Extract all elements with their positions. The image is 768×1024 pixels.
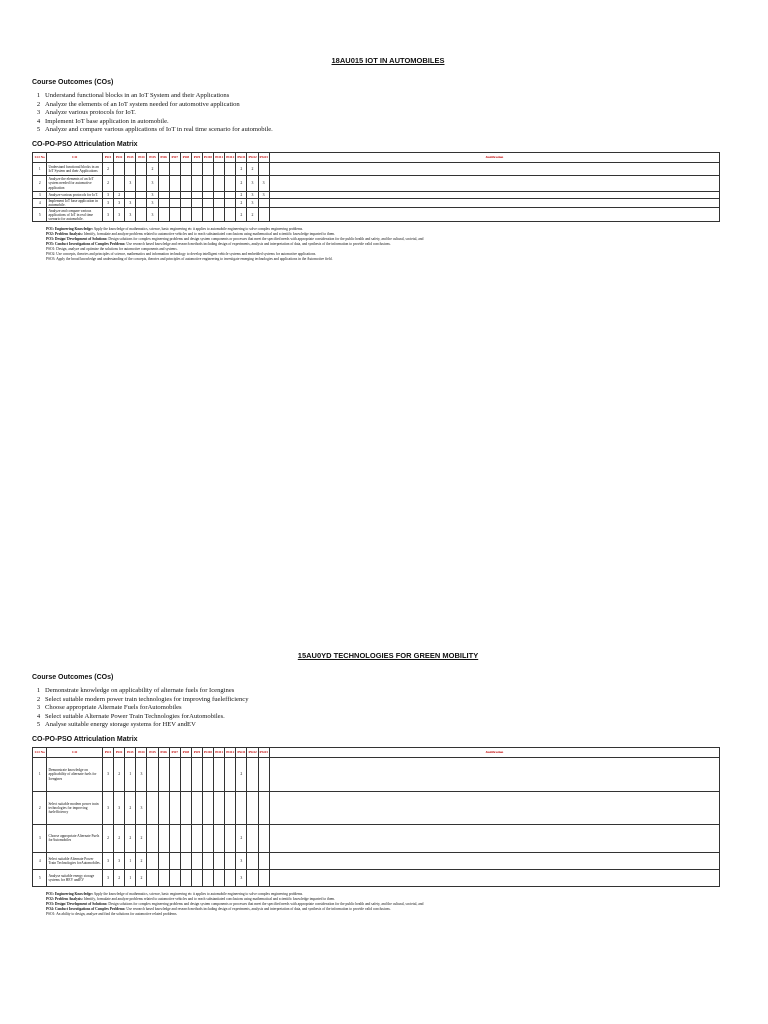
mapping-value-cell bbox=[225, 208, 236, 222]
mapping-value-cell bbox=[214, 208, 225, 222]
course-outcomes-heading: Course Outcomes (COs) bbox=[32, 674, 114, 681]
mapping-value-cell bbox=[247, 852, 258, 869]
po-note-text: Design solutions for complex engineering problems and design system components or processes that meet the specified needs with appropriate consideration for the public health and safety, and the cultural, societal, and bbox=[107, 237, 424, 242]
mapping-value-cell bbox=[203, 852, 214, 869]
mapping-value-cell bbox=[247, 757, 258, 791]
justification-cell bbox=[269, 824, 719, 852]
mapping-value-cell bbox=[169, 757, 180, 791]
mapping-value-cell bbox=[158, 191, 169, 198]
mapping-value-cell: 3 bbox=[103, 757, 114, 791]
matrix-heading: CO-PO-PSO Attriculation Matrix bbox=[32, 735, 138, 743]
column-header: PO2 bbox=[114, 747, 125, 757]
mapping-value-cell: 2 bbox=[236, 824, 247, 852]
column-header: PO4 bbox=[136, 152, 147, 162]
po-note-text: Design solutions for complex engineering problems and design system components or processes that meet the specified needs with appropriate consideration for the public health and safety, and the cultural, societal, and bbox=[107, 901, 424, 906]
mapping-value-cell bbox=[180, 869, 191, 886]
mapping-value-cell bbox=[258, 869, 269, 886]
mapping-value-cell bbox=[258, 757, 269, 791]
column-header: Justification bbox=[269, 747, 719, 757]
co-description-cell: Implement IoT base application in automobile. bbox=[47, 198, 103, 207]
po-note-line bbox=[46, 912, 586, 917]
mapping-value-cell bbox=[214, 791, 225, 824]
mapping-value-cell bbox=[125, 191, 136, 198]
po-note-label: PO2: Problem Analysis: bbox=[46, 896, 83, 901]
list-item: 5 Analyze and compare various applications of IoT in real time scenario for automobile. bbox=[36, 126, 273, 134]
mapping-value-cell bbox=[258, 791, 269, 824]
po-note-label: PO3: Design/ Development of Solutions: bbox=[46, 237, 108, 242]
list-item: 2 Select suitable modern power train technologies for improving fuelefficiency bbox=[36, 695, 249, 703]
co-description-cell: Select suitable Alternate Power Train Technologies forAutomobiles. bbox=[47, 852, 103, 869]
course-section-green-mobility bbox=[32, 651, 744, 917]
table-header-row bbox=[33, 152, 720, 162]
mapping-value-cell: 3 bbox=[114, 208, 125, 222]
mapping-value-cell bbox=[169, 191, 180, 198]
mapping-value-cell bbox=[125, 162, 136, 175]
co-number-cell: 2 bbox=[33, 791, 47, 824]
co-number-cell: 5 bbox=[33, 208, 47, 222]
column-header: PO3 bbox=[125, 747, 136, 757]
column-header: PO11 bbox=[214, 152, 225, 162]
matrix-heading: CO-PO-PSO Attriculation Matrix bbox=[32, 140, 138, 148]
co-description-cell: Demonstrate knowledge on applicability of alternate fuels for Icengines bbox=[47, 757, 103, 791]
mapping-value-cell bbox=[258, 198, 269, 207]
co-description-cell: Choose appropriate Alternate Fuels forAutomobiles bbox=[47, 824, 103, 852]
mapping-value-cell: 3 bbox=[136, 757, 147, 791]
mapping-value-cell bbox=[214, 757, 225, 791]
mapping-value-cell bbox=[214, 175, 225, 191]
mapping-value-cell: 3 bbox=[236, 869, 247, 886]
column-header: PSO1 bbox=[236, 152, 247, 162]
list-item: 5 Analyse suitable energy storage systems for HEV andEV bbox=[36, 721, 196, 729]
co-description-cell: Analyze and compare various applications of IoT in real time scenario for automobile. bbox=[47, 208, 103, 222]
column-header: PO9 bbox=[191, 152, 202, 162]
mapping-value-cell bbox=[169, 162, 180, 175]
mapping-value-cell: 3 bbox=[103, 869, 114, 886]
mapping-value-cell bbox=[169, 824, 180, 852]
co-number-cell: 4 bbox=[33, 198, 47, 207]
mapping-value-cell bbox=[247, 869, 258, 886]
co-description-cell: Select suitable modern power train technologies for improving fuelefficiency bbox=[47, 791, 103, 824]
mapping-value-cell bbox=[225, 191, 236, 198]
mapping-value-cell: 3 bbox=[247, 198, 258, 207]
mapping-value-cell bbox=[225, 198, 236, 207]
mapping-value-cell bbox=[191, 791, 202, 824]
mapping-value-cell bbox=[214, 162, 225, 175]
justification-cell bbox=[269, 852, 719, 869]
po-note-label: PO5: Conduct Investigations of Complex Problems: bbox=[46, 242, 126, 247]
mapping-value-cell bbox=[191, 824, 202, 852]
mapping-value-cell: 2 bbox=[236, 175, 247, 191]
mapping-value-cell bbox=[158, 852, 169, 869]
mapping-value-cell bbox=[158, 198, 169, 207]
mapping-value-cell bbox=[169, 208, 180, 222]
mapping-value-cell bbox=[180, 791, 191, 824]
mapping-value-cell: 3 bbox=[125, 198, 136, 207]
po-notes bbox=[46, 892, 586, 917]
list-item: 4 Implement IoT base application in automobile. bbox=[36, 117, 169, 125]
mapping-value-cell bbox=[258, 852, 269, 869]
mapping-value-cell bbox=[180, 191, 191, 198]
mapping-value-cell: 3 bbox=[147, 175, 158, 191]
justification-cell bbox=[269, 191, 719, 198]
mapping-value-cell bbox=[225, 869, 236, 886]
column-header: PO6 bbox=[158, 152, 169, 162]
mapping-value-cell bbox=[225, 852, 236, 869]
mapping-value-cell bbox=[147, 869, 158, 886]
co-description-cell: Analyse suitable energy storage systems for HEV andEV bbox=[47, 869, 103, 886]
column-header: PSO2 bbox=[247, 747, 258, 757]
po-note-label: PO2: Problem Analysis: bbox=[46, 232, 83, 237]
column-header: PSO1 bbox=[236, 747, 247, 757]
table-row bbox=[33, 852, 720, 869]
mapping-value-cell bbox=[180, 198, 191, 207]
po-note-text: Identify, formulate and analyze problems related to automotive vehicles and to reach substantiated conclusions using mathematical and scientific knowledge imparted to them. bbox=[82, 232, 336, 237]
co-number-cell: 4 bbox=[33, 852, 47, 869]
mapping-value-cell bbox=[180, 824, 191, 852]
column-header: PO4 bbox=[136, 747, 147, 757]
mapping-value-cell bbox=[203, 791, 214, 824]
po-note-text: PSO1: Design, analyze and optimize the solutions for automotive components and systems. bbox=[46, 247, 178, 251]
column-header: PO11 bbox=[214, 747, 225, 757]
mapping-value-cell bbox=[203, 198, 214, 207]
table-row bbox=[33, 869, 720, 886]
mapping-value-cell: 3 bbox=[114, 852, 125, 869]
column-header: PO3 bbox=[125, 152, 136, 162]
justification-cell bbox=[269, 757, 719, 791]
mapping-value-cell bbox=[191, 757, 202, 791]
mapping-value-cell: 3 bbox=[103, 198, 114, 207]
mapping-value-cell bbox=[136, 162, 147, 175]
mapping-value-cell bbox=[180, 175, 191, 191]
column-header: CO bbox=[47, 152, 103, 162]
mapping-value-cell bbox=[214, 198, 225, 207]
co-po-matrix-table bbox=[32, 152, 720, 222]
column-header: PO2 bbox=[114, 152, 125, 162]
po-note-text: PSO2: Use concepts, theories and principles of science, mathematics and information technology to develop intelligent vehicle systems and embedded systems for automotive applications. bbox=[46, 251, 317, 256]
mapping-value-cell bbox=[191, 869, 202, 886]
mapping-value-cell: 2 bbox=[125, 791, 136, 824]
mapping-value-cell bbox=[203, 824, 214, 852]
mapping-value-cell: 1 bbox=[125, 869, 136, 886]
mapping-value-cell bbox=[169, 791, 180, 824]
mapping-value-cell: 3 bbox=[125, 175, 136, 191]
column-header: PO5 bbox=[147, 747, 158, 757]
justification-cell bbox=[269, 162, 719, 175]
co-po-matrix-table bbox=[32, 747, 720, 887]
mapping-value-cell bbox=[203, 208, 214, 222]
list-item: 1 Understand functional blocks in an IoT System and their Applications bbox=[36, 92, 230, 99]
mapping-value-cell bbox=[225, 175, 236, 191]
table-row bbox=[33, 162, 720, 175]
mapping-value-cell: 3 bbox=[258, 175, 269, 191]
co-number-cell: 1 bbox=[33, 162, 47, 175]
mapping-value-cell bbox=[258, 162, 269, 175]
mapping-value-cell: 2 bbox=[114, 191, 125, 198]
mapping-value-cell: 2 bbox=[236, 191, 247, 198]
mapping-value-cell: 3 bbox=[247, 191, 258, 198]
mapping-value-cell bbox=[225, 162, 236, 175]
column-header: CO No bbox=[33, 152, 47, 162]
mapping-value-cell bbox=[180, 852, 191, 869]
mapping-value-cell: 3 bbox=[147, 191, 158, 198]
course-title: 15AU0YD TECHNOLOGIES FOR GREEN MOBILITY bbox=[297, 651, 479, 660]
table-header-row bbox=[33, 747, 720, 757]
mapping-value-cell bbox=[247, 824, 258, 852]
column-header: CO No bbox=[33, 747, 47, 757]
table-row bbox=[33, 824, 720, 852]
justification-cell bbox=[269, 175, 719, 191]
mapping-value-cell bbox=[214, 824, 225, 852]
column-header: PO9 bbox=[191, 747, 202, 757]
column-header: PO1 bbox=[103, 747, 114, 757]
mapping-value-cell: 2 bbox=[236, 162, 247, 175]
list-item: 3 Analyze various protocols for IoT. bbox=[36, 109, 136, 117]
mapping-value-cell bbox=[191, 162, 202, 175]
mapping-value-cell: 2 bbox=[136, 824, 147, 852]
mapping-value-cell bbox=[214, 191, 225, 198]
column-header: PO8 bbox=[180, 152, 191, 162]
list-item: 1 Demonstrate knowledge on applicability of alternate fuels for Icengines bbox=[36, 687, 235, 694]
mapping-value-cell bbox=[203, 757, 214, 791]
co-number-cell: 1 bbox=[33, 757, 47, 791]
mapping-value-cell bbox=[180, 208, 191, 222]
mapping-value-cell bbox=[158, 162, 169, 175]
mapping-value-cell bbox=[191, 208, 202, 222]
mapping-value-cell: 3 bbox=[147, 198, 158, 207]
mapping-value-cell bbox=[158, 208, 169, 222]
list-item: 3 Choose appropriate Alternate Fuels forAutomobiles bbox=[36, 704, 182, 712]
mapping-value-cell: 3 bbox=[103, 208, 114, 222]
table-row bbox=[33, 175, 720, 191]
co-description-cell: Analyze the elements of an IoT system needed for automotive application bbox=[47, 175, 103, 191]
po-note-text: Apply the knowledge of mathematics, science, basic engineering etc it applies to automobile engineering to solve complex engineering problems. bbox=[92, 227, 304, 232]
mapping-value-cell bbox=[258, 208, 269, 222]
course-section-iot bbox=[32, 56, 744, 262]
mapping-value-cell: 2 bbox=[247, 162, 258, 175]
table-row bbox=[33, 208, 720, 222]
co-number-cell: 2 bbox=[33, 175, 47, 191]
po-note-text: PSO1: An ability to design, analyze and find the solutions for automotive related problems. bbox=[46, 911, 178, 916]
mapping-value-cell bbox=[203, 162, 214, 175]
table-row bbox=[33, 791, 720, 824]
mapping-value-cell bbox=[147, 824, 158, 852]
mapping-value-cell: 2 bbox=[136, 869, 147, 886]
mapping-value-cell bbox=[114, 162, 125, 175]
mapping-value-cell: 1 bbox=[125, 757, 136, 791]
mapping-value-cell: 3 bbox=[114, 791, 125, 824]
mapping-value-cell: 2 bbox=[236, 757, 247, 791]
column-header: PO12 bbox=[225, 747, 236, 757]
column-header: PSO2 bbox=[247, 152, 258, 162]
mapping-value-cell bbox=[158, 757, 169, 791]
mapping-value-cell: 2 bbox=[114, 869, 125, 886]
co-number-cell: 3 bbox=[33, 191, 47, 198]
mapping-value-cell: 2 bbox=[114, 824, 125, 852]
mapping-value-cell bbox=[169, 175, 180, 191]
mapping-value-cell bbox=[136, 198, 147, 207]
mapping-value-cell bbox=[236, 791, 247, 824]
po-notes bbox=[46, 227, 586, 261]
column-header: PO10 bbox=[203, 152, 214, 162]
column-header: Justification bbox=[269, 152, 719, 162]
mapping-value-cell bbox=[191, 852, 202, 869]
mapping-value-cell bbox=[158, 824, 169, 852]
mapping-value-cell bbox=[191, 175, 202, 191]
list-item: 2 Analyze the elements of an IoT system needed for automotive application bbox=[36, 100, 240, 108]
mapping-value-cell: 2 bbox=[125, 824, 136, 852]
justification-cell bbox=[269, 791, 719, 824]
mapping-value-cell: 3 bbox=[236, 852, 247, 869]
mapping-value-cell bbox=[203, 191, 214, 198]
column-header: PSO3 bbox=[258, 747, 269, 757]
mapping-value-cell bbox=[258, 824, 269, 852]
po-note-text: Apply the knowledge of mathematics, science, basic engineering etc it applies to automobile engineering to solve complex engineering problems. bbox=[92, 891, 304, 896]
mapping-value-cell bbox=[247, 791, 258, 824]
course-outcomes-heading: Course Outcomes (COs) bbox=[32, 79, 114, 86]
mapping-value-cell: 3 bbox=[136, 791, 147, 824]
mapping-value-cell bbox=[158, 869, 169, 886]
po-note-label: PO1: Engineering Knowledge: bbox=[46, 227, 93, 232]
table-row bbox=[33, 198, 720, 207]
po-note-label: PO4: Conduct Investigations of Complex Problems: bbox=[46, 906, 126, 911]
mapping-value-cell bbox=[158, 175, 169, 191]
mapping-value-cell: 3 bbox=[247, 175, 258, 191]
mapping-value-cell: 3 bbox=[103, 852, 114, 869]
mapping-value-cell: 3 bbox=[103, 791, 114, 824]
co-number-cell: 3 bbox=[33, 824, 47, 852]
justification-cell bbox=[269, 198, 719, 207]
mapping-value-cell bbox=[225, 824, 236, 852]
column-header: PO7 bbox=[169, 747, 180, 757]
po-note-line bbox=[46, 257, 586, 262]
co-description-cell: Analyze various protocols for IoT. bbox=[47, 191, 103, 198]
mapping-value-cell: 2 bbox=[236, 198, 247, 207]
po-note-text: Use research based knowledge and research methods including design of experiments, analysis and interpretation of data, and synthesis of the information to provide valid conclusions. bbox=[125, 906, 391, 911]
mapping-value-cell: 2 bbox=[103, 162, 114, 175]
mapping-value-cell bbox=[136, 191, 147, 198]
column-header: PO8 bbox=[180, 747, 191, 757]
column-header: PO1 bbox=[103, 152, 114, 162]
mapping-value-cell bbox=[191, 191, 202, 198]
mapping-value-cell: 2 bbox=[114, 757, 125, 791]
mapping-value-cell bbox=[180, 162, 191, 175]
column-header: PO12 bbox=[225, 152, 236, 162]
mapping-value-cell bbox=[180, 757, 191, 791]
mapping-value-cell bbox=[203, 175, 214, 191]
mapping-value-cell bbox=[214, 852, 225, 869]
column-header: PSO3 bbox=[258, 152, 269, 162]
mapping-value-cell bbox=[158, 791, 169, 824]
course-outcomes-list bbox=[32, 687, 744, 730]
column-header: PO10 bbox=[203, 747, 214, 757]
mapping-value-cell bbox=[169, 852, 180, 869]
mapping-value-cell bbox=[147, 791, 158, 824]
column-header: PO7 bbox=[169, 152, 180, 162]
justification-cell bbox=[269, 208, 719, 222]
mapping-value-cell: 3 bbox=[103, 191, 114, 198]
po-note-text: Identify, formulate and analyze problems related to automotive vehicles and to reach substantiated conclusions using mathematical and scientific knowledge imparted to them. bbox=[82, 896, 336, 901]
mapping-value-cell: 2 bbox=[103, 175, 114, 191]
mapping-value-cell bbox=[136, 208, 147, 222]
mapping-value-cell: 3 bbox=[258, 191, 269, 198]
table-row bbox=[33, 191, 720, 198]
table-row bbox=[33, 757, 720, 791]
mapping-value-cell bbox=[147, 757, 158, 791]
po-note-label: PO3: Design/ Development of Solutions: bbox=[46, 901, 108, 906]
mapping-value-cell bbox=[191, 198, 202, 207]
list-item: 4 Select suitable Alternate Power Train Technologies forAutomobiles. bbox=[36, 712, 225, 720]
po-note-label: PO1: Engineering Knowledge: bbox=[46, 891, 93, 896]
course-title: 18AU015 IOT IN AUTOMOBILES bbox=[331, 56, 445, 65]
mapping-value-cell: 3 bbox=[125, 208, 136, 222]
justification-cell bbox=[269, 869, 719, 886]
mapping-value-cell: 1 bbox=[125, 852, 136, 869]
mapping-value-cell: 2 bbox=[236, 208, 247, 222]
mapping-value-cell bbox=[203, 869, 214, 886]
mapping-value-cell bbox=[136, 175, 147, 191]
mapping-value-cell: 3 bbox=[147, 208, 158, 222]
column-header: PO6 bbox=[158, 747, 169, 757]
mapping-value-cell bbox=[214, 869, 225, 886]
po-note-text: Use research based knowledge and research methods including design of experiments, analysis and interpretation of data, and synthesis of the information to provide valid conclusions. bbox=[125, 242, 391, 247]
mapping-value-cell: 2 bbox=[247, 208, 258, 222]
mapping-value-cell: 3 bbox=[114, 198, 125, 207]
course-outcomes-list bbox=[32, 92, 744, 135]
mapping-value-cell: 2 bbox=[147, 162, 158, 175]
mapping-value-cell: 2 bbox=[103, 824, 114, 852]
mapping-value-cell bbox=[169, 198, 180, 207]
co-number-cell: 5 bbox=[33, 869, 47, 886]
mapping-value-cell bbox=[147, 852, 158, 869]
co-description-cell: Understand functional blocks in an IoT System and their Applications bbox=[47, 162, 103, 175]
po-note-text: PSO3: Apply the broad knowledge and understanding of the concepts, theories and principles of automotive engineering to investigate emerging technologies and applications in the Automotive field. bbox=[46, 256, 333, 261]
mapping-value-cell: 2 bbox=[136, 852, 147, 869]
column-header: CO bbox=[47, 747, 103, 757]
mapping-value-cell bbox=[114, 175, 125, 191]
column-header: PO5 bbox=[147, 152, 158, 162]
mapping-value-cell bbox=[169, 869, 180, 886]
mapping-value-cell bbox=[225, 791, 236, 824]
mapping-value-cell bbox=[225, 757, 236, 791]
